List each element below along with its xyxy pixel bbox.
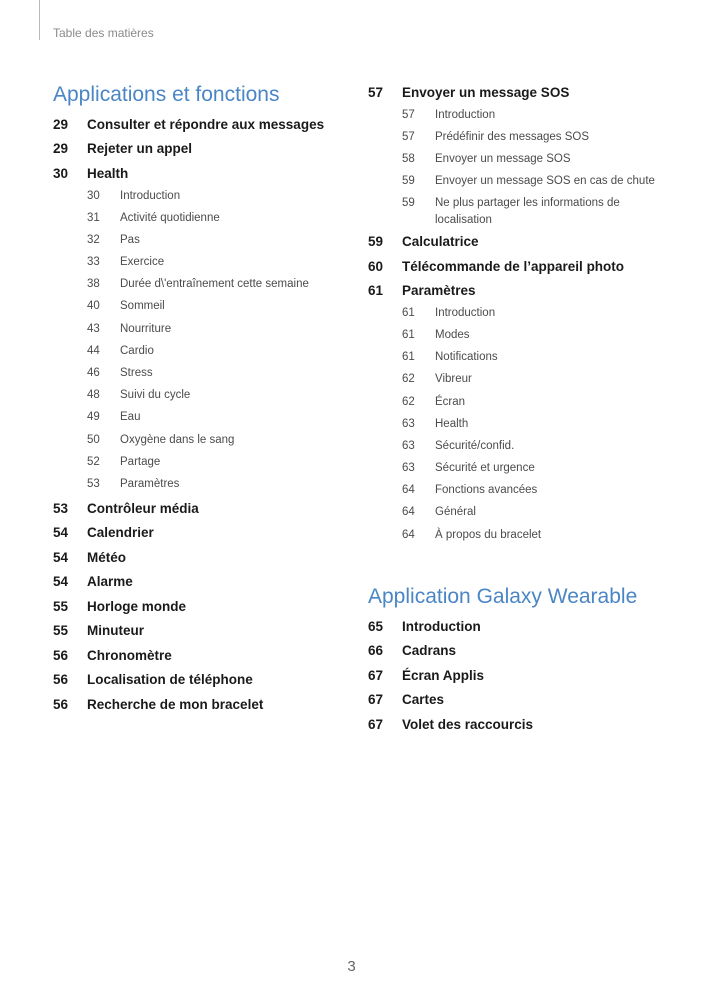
toc-page-number: 53 xyxy=(53,500,69,516)
toc-page-number: 61 xyxy=(402,306,415,319)
toc-page-number: 58 xyxy=(402,152,415,165)
toc-entry-label: Paramètres xyxy=(402,283,476,298)
toc-entry[interactable] xyxy=(53,161,353,186)
toc-list xyxy=(368,614,668,737)
toc-subentry[interactable] xyxy=(53,452,353,474)
toc-entry[interactable] xyxy=(53,668,353,693)
toc-subentry[interactable] xyxy=(368,347,668,369)
toc-entry[interactable] xyxy=(53,692,353,717)
toc-page-number: 54 xyxy=(53,574,69,590)
toc-page-number: 61 xyxy=(368,283,384,298)
toc-entry[interactable] xyxy=(53,545,353,570)
toc-entry-label: Partage xyxy=(120,455,161,468)
toc-page-number: 38 xyxy=(87,278,100,291)
toc-subentry[interactable] xyxy=(368,303,668,325)
toc-page-number: 62 xyxy=(402,373,415,386)
toc-entry-label: Vibreur xyxy=(435,373,472,386)
toc-page-number: 46 xyxy=(87,367,100,379)
toc-page-number: 59 xyxy=(368,234,384,249)
toc-subentry[interactable] xyxy=(368,325,668,347)
toc-entry-label: Minuteur xyxy=(87,623,144,639)
toc-entry-label: Health xyxy=(87,165,129,181)
toc-entry[interactable] xyxy=(53,619,353,644)
toc-list xyxy=(368,80,668,547)
toc-entry-label: Introduction xyxy=(435,108,496,121)
toc-subentry[interactable] xyxy=(53,319,353,341)
toc-entry[interactable] xyxy=(53,594,353,619)
toc-page-number: 65 xyxy=(368,618,384,634)
toc-page-number: 63 xyxy=(402,439,415,452)
toc-page-number: 64 xyxy=(402,528,415,541)
toc-entry-label: Stress xyxy=(120,367,153,379)
toc-page-number: 63 xyxy=(402,417,415,430)
toc-page-number: 61 xyxy=(402,351,415,364)
toc-page-number: 52 xyxy=(87,455,100,468)
toc-entry-label: Horloge monde xyxy=(87,598,187,614)
toc-subentry[interactable] xyxy=(53,341,353,363)
toc-entry-label: Suivi du cycle xyxy=(120,389,191,402)
toc-subentry[interactable] xyxy=(53,186,353,208)
toc-subentry[interactable] xyxy=(368,105,668,127)
toc-subentry[interactable] xyxy=(53,208,353,230)
toc-subentry[interactable] xyxy=(368,149,668,171)
toc-entry-label: Chronomètre xyxy=(87,647,172,663)
toc-page-number: 56 xyxy=(53,647,69,663)
toc-entry-label: Calendrier xyxy=(87,525,154,541)
toc-page-number: 53 xyxy=(87,477,100,490)
toc-entry-label: Ne plus partager les informations de localisation xyxy=(435,197,620,227)
header-divider xyxy=(39,0,40,40)
toc-subentry[interactable] xyxy=(368,127,668,149)
toc-entry-label: Écran Applis xyxy=(402,667,485,683)
toc-subentry[interactable] xyxy=(53,230,353,252)
section-title: Applications et fonctions xyxy=(53,83,280,106)
toc-entry[interactable] xyxy=(368,80,668,105)
toc-entry[interactable] xyxy=(368,712,668,737)
toc-entry-label: Cadrans xyxy=(402,643,457,659)
toc-entry-label: Exercice xyxy=(120,256,165,269)
toc-page-number: 29 xyxy=(53,141,69,157)
toc-page-number: 33 xyxy=(87,256,100,269)
toc-entry-label: Cartes xyxy=(402,692,445,708)
toc-subentry[interactable] xyxy=(53,385,353,407)
toc-entry-label: Calculatrice xyxy=(402,234,479,249)
toc-entry-label: Rejeter un appel xyxy=(87,141,193,157)
toc-subentry[interactable] xyxy=(368,458,668,480)
toc-entry-label: Pas xyxy=(120,233,140,246)
toc-page-number: 63 xyxy=(402,462,415,475)
toc-subentry[interactable] xyxy=(368,193,668,229)
toc-entry-label: Télécommande de l’appareil photo xyxy=(402,258,625,274)
toc-page-number: 67 xyxy=(368,692,384,708)
toc-page-number: 49 xyxy=(87,411,100,424)
toc-subentry[interactable] xyxy=(368,436,668,458)
toc-entry-label: Sommeil xyxy=(120,300,165,313)
toc-entry-label: Oxygène dans le sang xyxy=(120,433,235,446)
toc-page-number: 67 xyxy=(368,716,384,732)
toc-entry[interactable] xyxy=(368,663,668,688)
toc-entry-label: Fonctions avancées xyxy=(435,484,538,497)
toc-page-number: 43 xyxy=(87,322,100,335)
toc-subentry[interactable] xyxy=(368,502,668,524)
toc-entry-label: Sécurité et urgence xyxy=(435,462,535,475)
toc-entry-label: Recherche de mon bracelet xyxy=(87,696,264,712)
toc-entry-label: Prédéfinir des messages SOS xyxy=(435,130,590,143)
toc-subentry[interactable] xyxy=(53,430,353,452)
toc-subentry[interactable] xyxy=(53,407,353,429)
toc-page-number: 55 xyxy=(53,598,69,614)
toc-entry[interactable] xyxy=(53,521,353,546)
toc-entry-label: Localisation de téléphone xyxy=(87,672,253,688)
toc-subentry[interactable] xyxy=(53,296,353,318)
toc-entry[interactable] xyxy=(53,570,353,595)
toc-subentry[interactable] xyxy=(368,480,668,502)
toc-entry[interactable] xyxy=(53,137,353,162)
toc-page-number: 48 xyxy=(87,389,100,402)
toc-page-number: 60 xyxy=(368,258,384,274)
toc-entry[interactable] xyxy=(368,687,668,712)
page-number: 3 xyxy=(347,958,356,975)
toc-page-number: 54 xyxy=(53,525,69,541)
toc-entry[interactable] xyxy=(368,278,668,303)
toc-entry-label: Envoyer un message SOS xyxy=(402,84,570,100)
toc-entry-label: Volet des raccourcis xyxy=(402,716,534,732)
toc-entry-label: Modes xyxy=(435,328,470,341)
toc-page-number: 61 xyxy=(402,328,415,341)
toc-subentry[interactable] xyxy=(368,369,668,391)
toc-list xyxy=(53,112,353,717)
toc-entry-label: Météo xyxy=(87,549,127,565)
toc-entry-label: Durée d\'entraînement cette semaine xyxy=(120,278,309,291)
toc-page-number: 31 xyxy=(87,211,100,224)
toc-subentry[interactable] xyxy=(53,274,353,296)
toc-entry-label: Sécurité/confid. xyxy=(435,439,515,452)
toc-entry[interactable] xyxy=(53,496,353,521)
toc-entry-label: Cardio xyxy=(120,344,154,357)
toc-entry-label: Consulter et répondre aux messages xyxy=(87,116,325,132)
toc-entry-label: Écran xyxy=(435,395,466,408)
toc-page-number: 59 xyxy=(402,197,415,210)
toc-page-number: 30 xyxy=(53,165,69,181)
toc-right-column xyxy=(368,80,668,736)
toc-entry-label: Introduction xyxy=(120,189,181,202)
toc-page-number: 59 xyxy=(402,175,415,188)
toc-entry-label: À propos du bracelet xyxy=(435,528,542,541)
toc-entry-label: Général xyxy=(435,506,476,519)
toc-page-number: 66 xyxy=(368,643,384,659)
toc-page-number: 64 xyxy=(402,506,415,519)
toc-page-number: 54 xyxy=(53,549,69,565)
toc-page-number: 67 xyxy=(368,667,384,683)
toc-entry[interactable] xyxy=(368,638,668,663)
toc-page-number: 56 xyxy=(53,672,69,688)
toc-entry[interactable] xyxy=(53,643,353,668)
toc-entry-label: Activité quotidienne xyxy=(120,211,220,224)
toc-page-number: 30 xyxy=(87,189,100,202)
toc-entry[interactable] xyxy=(368,229,668,254)
toc-page-number: 56 xyxy=(53,696,69,712)
toc-entry-label: Alarme xyxy=(87,574,133,590)
toc-subentry[interactable] xyxy=(53,252,353,274)
toc-subentry[interactable] xyxy=(368,171,668,193)
toc-page-number: 44 xyxy=(87,344,100,357)
header-title: Table des matières xyxy=(53,26,154,40)
toc-page-number: 55 xyxy=(53,623,69,639)
toc-left-column xyxy=(53,80,353,717)
toc-entry-label: Introduction xyxy=(402,618,481,634)
toc-page-number: 62 xyxy=(402,395,415,408)
toc-page-number: 29 xyxy=(53,116,69,132)
toc-page-number: 57 xyxy=(368,84,384,100)
section-title: Application Galaxy Wearable xyxy=(368,584,638,608)
toc-entry[interactable] xyxy=(368,254,668,279)
toc-page-number: 40 xyxy=(87,300,100,313)
toc-entry-label: Notifications xyxy=(435,351,498,364)
toc-page-number: 57 xyxy=(402,130,415,143)
toc-entry-label: Nourriture xyxy=(120,322,172,335)
toc-page-number: 32 xyxy=(87,233,100,246)
toc-entry-label: Envoyer un message SOS en cas de chute xyxy=(435,175,655,188)
toc-page-number: 57 xyxy=(402,108,415,121)
toc-entry[interactable] xyxy=(368,614,668,639)
toc-subentry[interactable] xyxy=(368,414,668,436)
toc-page-number: 64 xyxy=(402,484,415,497)
toc-entry[interactable] xyxy=(53,112,353,137)
toc-entry-label: Introduction xyxy=(435,306,496,319)
toc-page-number: 50 xyxy=(87,433,100,446)
toc-entry-label: Health xyxy=(435,417,469,430)
toc-subentry[interactable] xyxy=(368,525,668,547)
toc-entry-label: Paramètres xyxy=(120,477,180,490)
toc-subentry[interactable] xyxy=(53,474,353,496)
toc-entry-label: Envoyer un message SOS xyxy=(435,152,571,165)
toc-entry-label: Contrôleur média xyxy=(87,500,199,516)
toc-subentry[interactable] xyxy=(53,363,353,385)
toc-entry-label: Eau xyxy=(120,411,141,424)
toc-subentry[interactable] xyxy=(368,392,668,414)
